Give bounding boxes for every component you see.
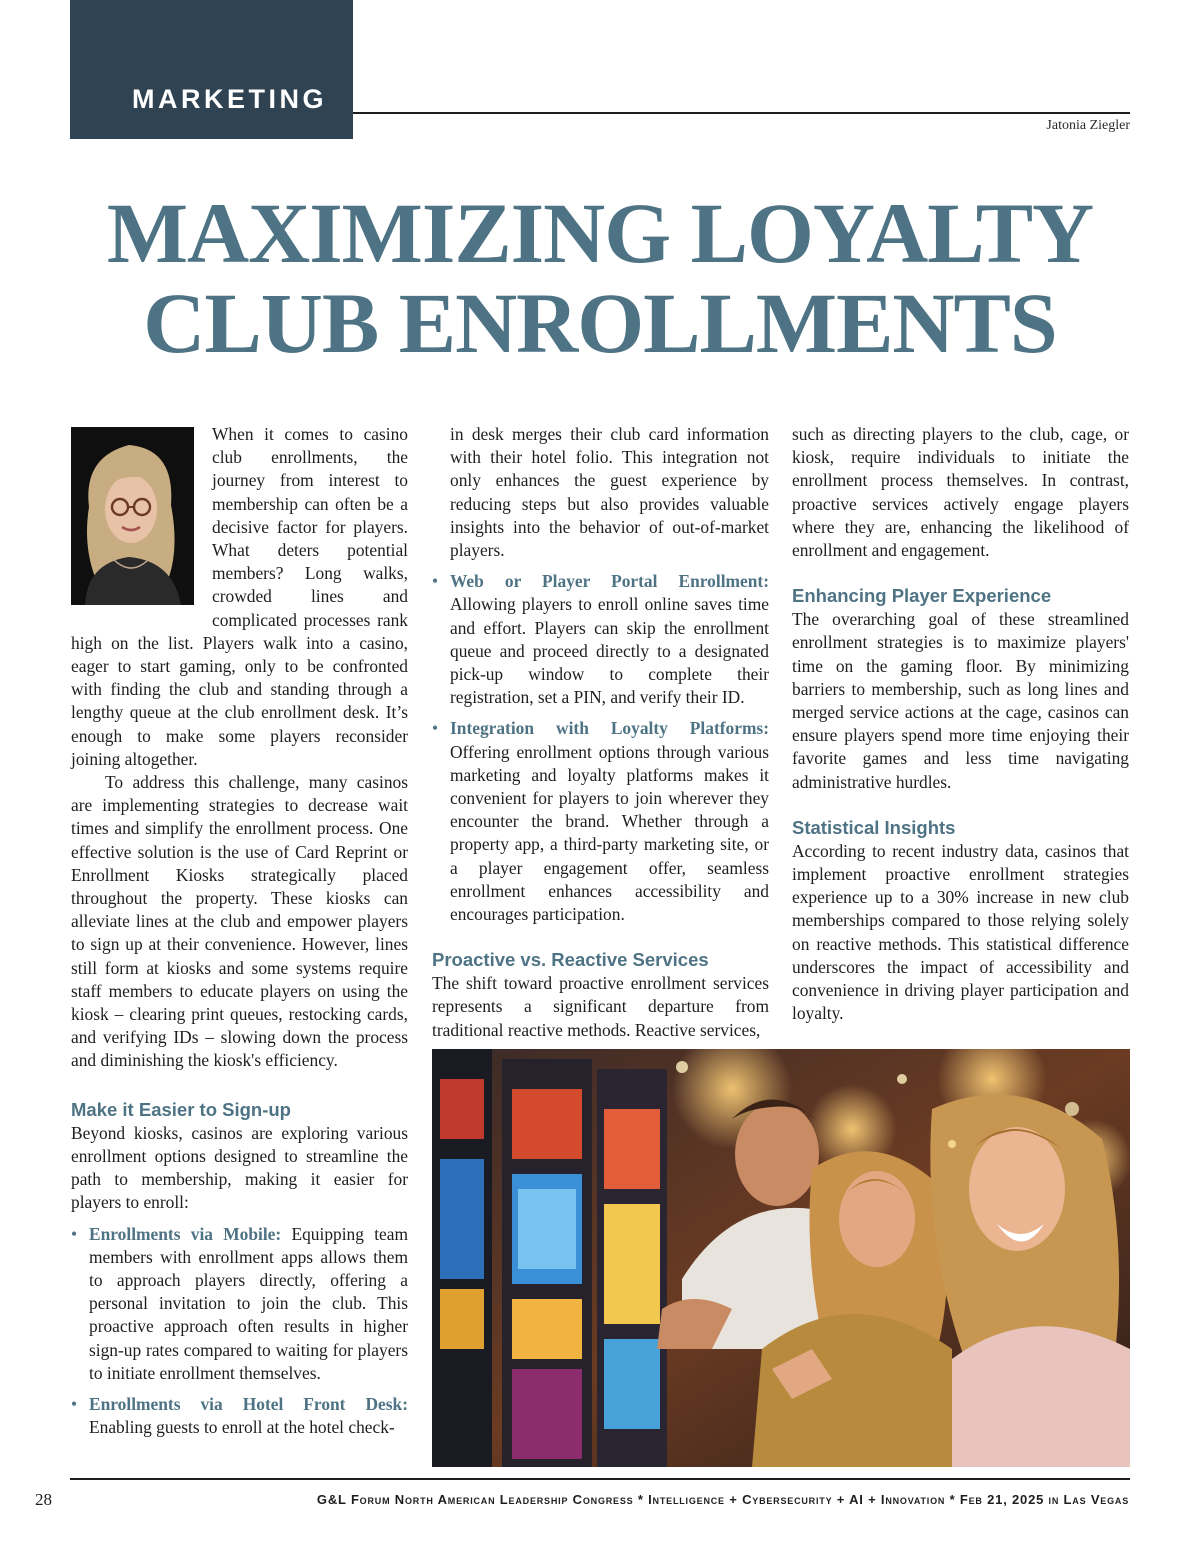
casino-players-image-icon [432,1049,1130,1467]
statistics-paragraph: According to recent industry data, casinos that implement proactive enrollment strategies experience up to a 30% increase in new club memberships compared to those relying solely on reactive methods. This statistical difference underscores the impact of accessibility and convenience in driving player participation and loyalty. [792,840,1129,1024]
column-2 [432,423,769,1042]
column-1 [71,423,408,1439]
footer-text: G&L Forum North American Leadership Congress * Intelligence + Cybersecurity + AI + Innovation * Feb 21, 2025 in Las Vegas [316,1492,1129,1507]
kiosk-paragraph: To address this challenge, many casinos are implementing strategies to decrease wait times and simplify the enrollment process. One effective solution is the use of Card Reprint or Enrollment Kiosks strategically placed throughout the property. These kiosks can alleviate lines at the club and empower players to sign up at their convenience. However, lines still form at kiosks and some systems require staff members to educate players on using the kiosk – clearing print queues, restocking cards, and verifying IDs – slowing down the process and diminishing the kiosk's efficiency. [71,772,408,1071]
intro-paragraph: When it comes to casino club enrollments, the journey from interest to membership can often be a decisive factor for players. What deters potential members? Long walks, crowded lines and complicated processes rank high on the list. Players walk into a casino, eager to start gaming, only to be confronted with finding the club and standing through a lengthy queue at the club enrollment desk. It’s enough to make some players reconsider joining altogether. [71,424,408,769]
bullet-hotel: • Enrollments via Hotel Front Desk: Enabling guests to enroll at the hotel check- [71,1393,408,1438]
bullet-icon: • [71,1223,78,1244]
header-rule [353,112,1130,114]
heading-statistics: Statistical Insights [792,816,956,838]
title-line-2: CLUB ENROLLMENTS [143,275,1057,371]
column-3 [792,423,1129,1025]
reactive-paragraph: such as directing players to the club, cage, or kiosk, require individuals to initiate the enrollment process themselves. In contrast, proactive services actively engage players where they are, enhancing the likelihood of enrollment and engagement. [792,424,1129,561]
section-tab [70,0,353,139]
bullet-icon: • [432,718,439,739]
bullet-mobile: • Enrollments via Mobile: Equipping team members with enrollment apps allows them to approach players directly, offering a personal invitation to join the club. This proactive approach often results in higher sign-up rates compared to waiting for players to initiate enrollment themselves. [71,1223,409,1383]
author-name: Jatonia Ziegler [1046,118,1130,133]
author-photo [71,427,194,605]
author-portrait-icon [71,427,194,605]
section-label: MARKETING [132,84,327,114]
bullet-web: • Web or Player Portal Enrollment: Allowing players to enroll online saves time and effort. Players can skip the enrollment queue and proceed directly to a designated pick-up window to complete their registration, set a PIN, and verify their ID. [432,571,769,708]
heading-sign-up: Make it Easier to Sign-up [71,1098,291,1120]
article-title [70,185,1130,371]
bullet-icon: • [432,571,439,592]
proactive-paragraph: The shift toward proactive enrollment services represents a significant departure from traditional reactive methods. Reactive services, [432,973,769,1040]
options-paragraph: Beyond kiosks, casinos are exploring various enrollment options designed to streamline the path to membership, making it easier for players to enroll: [71,1122,408,1213]
heading-experience: Enhancing Player Experience [792,585,1052,607]
hotel-continued: in desk merges their club card information with their hotel folio. This integration not only enhances the guest experience by reducing steps but also provides valuable insights into the behavior of out-of-market players. [450,424,769,561]
page-number: 28 [35,1490,52,1509]
bullet-loyalty: • Integration with Loyalty Platforms: Offering enrollment options through various marketing and loyalty platforms makes it convenient for players to join wherever they encounter the brand. Whether through a property app, a third-party marketing site, or a player engagement offer, seamless enrollment enhances accessibility and encourages participation. [432,718,769,925]
casino-photo [432,1049,1130,1467]
title-line-1: MAXIMIZING LOYALTY [106,185,1094,281]
experience-paragraph: The overarching goal of these streamlined enrollment strategies is to maximize players' time on the gaming floor. By minimizing barriers to membership, such as long lines and merged service actions at the cage, casinos can ensure players spend more time enjoying their favorite games and less time navigating administrative hurdles. [792,609,1129,792]
bullet-icon: • [71,1393,78,1414]
footer-rule [70,1478,1130,1480]
heading-proactive: Proactive vs. Reactive Services [432,949,709,971]
